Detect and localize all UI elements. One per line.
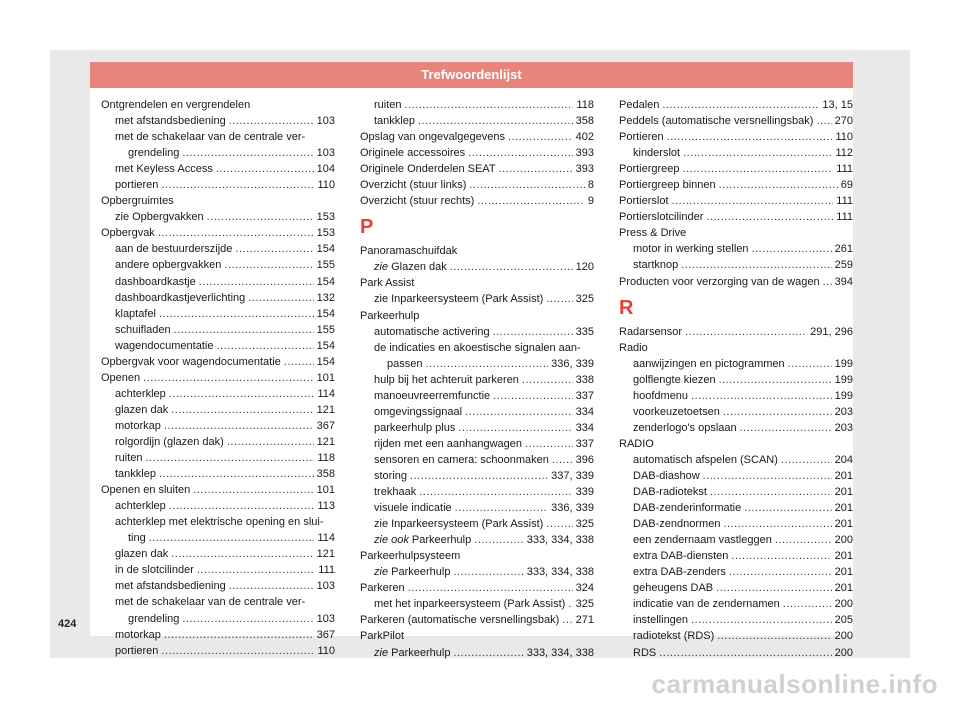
- index-entry: DAB-zenderinformatie ..... 201: [619, 500, 853, 516]
- index-entry: dashboardkastje ..... 154: [101, 274, 335, 290]
- index-entry: rolgordijn (glazen dak) ..... 121: [101, 434, 335, 450]
- index-heading: RADIO: [619, 437, 654, 450]
- index-entry: Overzicht (stuur links) ..... 8: [360, 177, 594, 193]
- index-entry: RDS ..... 200: [619, 645, 853, 661]
- index-entry: motor in werking stellen ..... 261: [619, 241, 853, 257]
- index-entry: Pedalen ..... 13, 15: [619, 97, 853, 113]
- index-heading: ParkPilot: [360, 630, 405, 643]
- index-entry: geheugens DAB ..... 201: [619, 580, 853, 596]
- index-entry: Producten voor verzorging van de wagen ..... 394: [619, 274, 853, 290]
- index-entry: portieren ..... 110: [101, 177, 335, 193]
- index-entry: DAB-zendnormen ..... 201: [619, 516, 853, 532]
- index-entry: zie Inparkeersysteem (Park Assist) ..... 325: [360, 516, 594, 532]
- index-entry: DAB-radiotekst ..... 201: [619, 484, 853, 500]
- index-entry: hulp bij het achteruit parkeren ..... 338: [360, 372, 594, 388]
- index-entry: Radarsensor ..... 291, 296: [619, 324, 853, 340]
- index-entry: klaptafel ..... 154: [101, 306, 335, 322]
- index-heading: Opbergruimtes: [101, 195, 174, 208]
- index-entry: parkeerhulp plus ..... 334: [360, 420, 594, 436]
- index-entry: aanwijzingen en pictogrammen ..... 199: [619, 356, 853, 372]
- index-entry: Peddels (automatische versnellingsbak) ..... 270: [619, 113, 853, 129]
- index-entry: Portiergreep ..... 111: [619, 161, 853, 177]
- index-entry: rijden met een aanhangwagen ..... 337: [360, 436, 594, 452]
- index-entry: indicatie van de zendernamen ..... 200: [619, 596, 853, 612]
- index-entry: ruiten ..... 118: [101, 450, 335, 466]
- section-letter-p: P: [360, 216, 374, 239]
- index-entry: achterklep ..... 114: [101, 386, 335, 402]
- index-entry: wagendocumentatie ..... 154: [101, 338, 335, 354]
- index-entry: Portiergreep binnen ..... 69: [619, 177, 853, 193]
- index-entry: extra DAB-zenders ..... 201: [619, 564, 853, 580]
- index-entry: grendeling ..... 103: [101, 611, 335, 627]
- index-entry: grendeling ..... 103: [101, 145, 335, 161]
- index-entry: ruiten ..... 118: [360, 97, 594, 113]
- index-entry: sensoren en camera: schoonmaken ..... 396: [360, 452, 594, 468]
- index-entry: portieren ..... 110: [101, 643, 335, 659]
- index-entry: met het inparkeersysteem (Park Assist) ..... 325: [360, 596, 594, 612]
- index-heading: Panoramaschuifdak: [360, 245, 458, 258]
- page-number: 424: [58, 618, 77, 630]
- index-entry: Portierslot ..... 111: [619, 193, 853, 209]
- index-entry: achterklep ..... 113: [101, 498, 335, 514]
- index-entry: zenderlogo's opslaan ..... 203: [619, 420, 853, 436]
- watermark: carmanualsonline.info: [651, 669, 938, 699]
- index-entry: voorkeuzetoetsen ..... 203: [619, 404, 853, 420]
- index-heading: Parkeerhulp: [360, 309, 420, 322]
- index-entry: dashboardkastjeverlichting ..... 132: [101, 290, 335, 306]
- index-entry: Parkeren ..... 324: [360, 580, 594, 596]
- index-entry: startknop ..... 259: [619, 257, 853, 273]
- index-entry: glazen dak ..... 121: [101, 402, 335, 418]
- index-entry: manoeuvreerremfunctie ..... 337: [360, 388, 594, 404]
- index-entry: Parkeren (automatische versnellingsbak) ..... 271: [360, 612, 594, 628]
- index-heading: Ontgrendelen en vergrendelen: [101, 99, 251, 111]
- index-entry: ting ..... 114: [101, 530, 335, 546]
- index-entry: trekhaak ..... 339: [360, 484, 594, 500]
- index-entry: zie Inparkeersysteem (Park Assist) ..... 325: [360, 291, 594, 307]
- index-entry: Opbergvak ..... 153: [101, 225, 335, 241]
- index-entry: met Keyless Access ..... 104: [101, 161, 335, 177]
- index-heading: Parkeerhulpsysteem: [360, 550, 461, 563]
- index-entry: golflengte kiezen ..... 199: [619, 372, 853, 388]
- index-heading: Park Assist: [360, 277, 415, 290]
- index-entry: zie Glazen dak ..... 120: [360, 259, 594, 275]
- index-entry: Portierslotcilinder ..... 111: [619, 209, 853, 225]
- index-entry: een zendernaam vastleggen ..... 200: [619, 532, 853, 548]
- index-entry: Originele accessoires ..... 393: [360, 145, 594, 161]
- index-entry: schuifladen ..... 155: [101, 322, 335, 338]
- index-entry: aan de bestuurderszijde ..... 154: [101, 241, 335, 257]
- index-entry: motorkap ..... 367: [101, 418, 335, 434]
- index-entry: in de slotcilinder ..... 111: [101, 562, 335, 578]
- section-letter-r: R: [619, 296, 634, 319]
- index-entry: passen ..... 336, 339: [360, 356, 594, 372]
- index-heading: Radio: [619, 341, 648, 354]
- index-entry: met afstandsbediening ..... 103: [101, 578, 335, 594]
- index-entry: motorkap ..... 367: [101, 627, 335, 643]
- index-entry-line: achterklep met elektrische opening en slui-: [115, 516, 324, 529]
- index-entry: Openen ..... 101: [101, 370, 335, 386]
- page-header: Trefwoordenlijst: [90, 62, 853, 88]
- index-entry: tankklep ..... 358: [101, 466, 335, 482]
- index-entry: Openen en sluiten ..... 101: [101, 482, 335, 498]
- index-entry: Opslag van ongevalgegevens ..... 402: [360, 129, 594, 145]
- index-entry: visuele indicatie ..... 336, 339: [360, 500, 594, 516]
- index-column-1: [101, 97, 335, 659]
- index-heading: Press & Drive: [619, 227, 687, 240]
- index-entry-line: de indicaties en akoestische signalen aan-: [374, 341, 581, 354]
- index-entry: extra DAB-diensten ..... 201: [619, 548, 853, 564]
- index-entry: omgevingssignaal ..... 334: [360, 404, 594, 420]
- index-entry: radiotekst (RDS) ..... 200: [619, 628, 853, 644]
- index-column-2: [360, 97, 594, 661]
- index-entry: DAB-diashow ..... 201: [619, 468, 853, 484]
- index-entry: met afstandsbediening ..... 103: [101, 113, 335, 129]
- index-entry: Opbergvak voor wagendocumentatie ..... 154: [101, 354, 335, 370]
- index-entry-line: met de schakelaar van de centrale ver-: [115, 596, 306, 609]
- index-entry: automatische activering ..... 335: [360, 324, 594, 340]
- index-entry: glazen dak ..... 121: [101, 546, 335, 562]
- index-column-3: [619, 97, 853, 661]
- index-entry: andere opbergvakken ..... 155: [101, 257, 335, 273]
- index-entry: tankklep ..... 358: [360, 113, 594, 129]
- index-entry: hoofdmenu ..... 199: [619, 388, 853, 404]
- index-entry: automatisch afspelen (SCAN) ..... 204: [619, 452, 853, 468]
- index-entry: storing ..... 337, 339: [360, 468, 594, 484]
- index-entry: Originele Onderdelen SEAT ..... 393: [360, 161, 594, 177]
- index-entry: Portieren ..... 110: [619, 129, 853, 145]
- index-entry: Overzicht (stuur rechts) ..... 9: [360, 193, 594, 209]
- index-entry: zie Parkeerhulp ..... 333, 334, 338: [360, 564, 594, 580]
- index-entry: zie ook Parkeerhulp ..... 333, 334, 338: [360, 532, 594, 548]
- index-entry: zie Parkeerhulp ..... 333, 334, 338: [360, 645, 594, 661]
- index-entry: kinderslot ..... 112: [619, 145, 853, 161]
- index-entry: zie Opbergvakken ..... 153: [101, 209, 335, 225]
- index-entry: instellingen ..... 205: [619, 612, 853, 628]
- index-entry-line: met de schakelaar van de centrale ver-: [115, 131, 306, 144]
